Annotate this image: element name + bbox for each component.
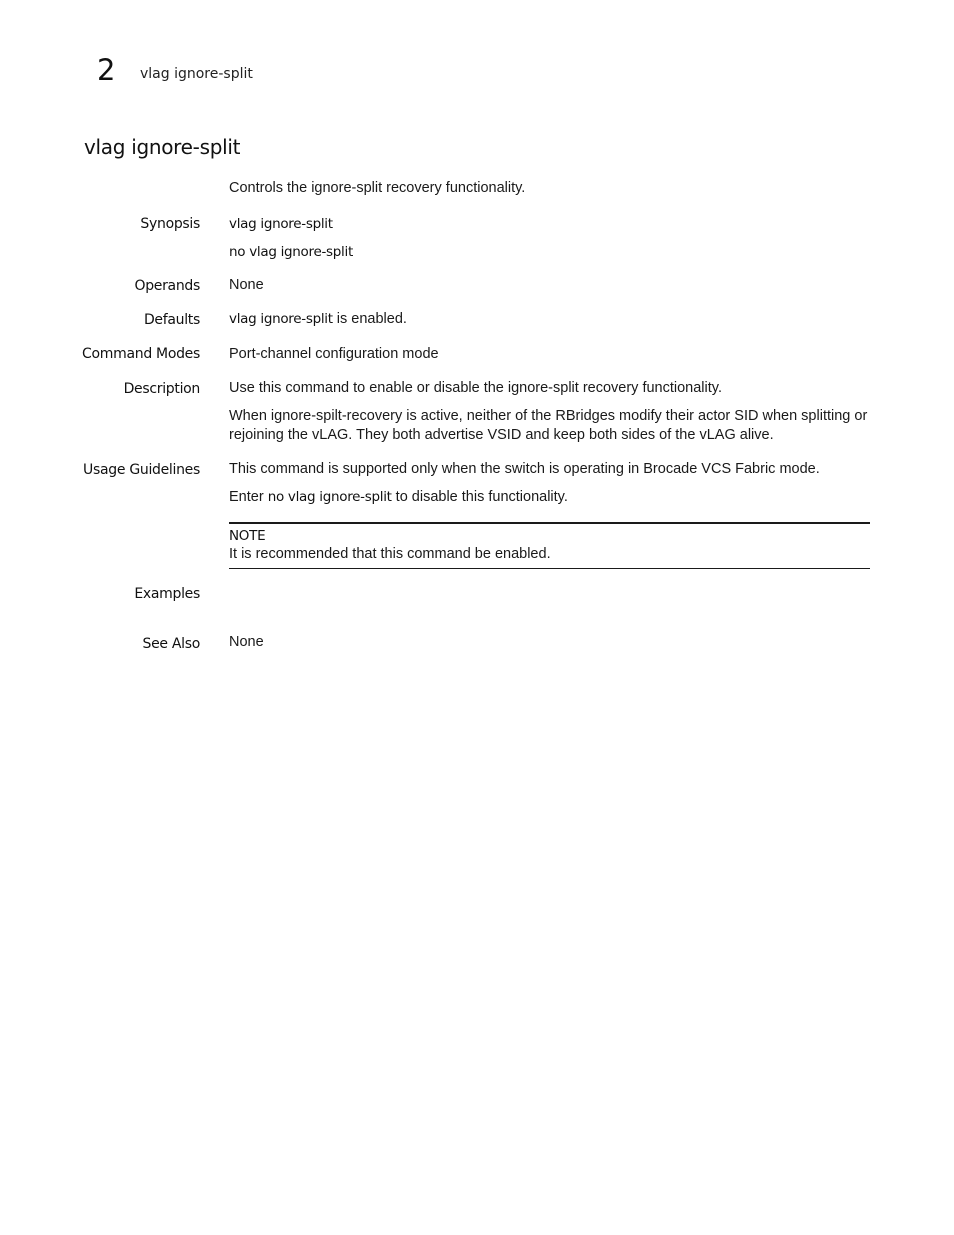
defaults-text <box>229 310 869 329</box>
usage-guidelines-label: Usage Guidelines <box>83 462 200 478</box>
note-box <box>229 522 870 569</box>
synopsis-line-2: no vlag ignore-split <box>229 244 353 260</box>
operands-text: None <box>229 277 264 293</box>
page-title: vlag ignore-split <box>84 135 241 159</box>
description-paragraph-1: Use this command to enable or disable the ignore-split recovery functionality. <box>229 380 722 396</box>
usage-guidelines-enter <box>229 488 869 507</box>
intro-text: Controls the ignore-split recovery functionality. <box>229 180 526 196</box>
defaults-label: Defaults <box>143 312 200 328</box>
enter-prefix: Enter <box>229 489 268 505</box>
command-modes-text: Port-channel configuration mode <box>229 346 439 362</box>
running-header-title: vlag ignore-split <box>140 66 253 82</box>
note-text: It is recommended that this command be enabled. <box>229 546 551 562</box>
command-modes-label: Command Modes <box>82 346 200 362</box>
usage-guidelines-paragraph: This command is supported only when the switch is operating in Brocade VCS Fabric mode. <box>229 461 820 477</box>
operands-label: Operands <box>134 278 200 294</box>
note-title: NOTE <box>229 528 266 544</box>
see-also-label: See Also <box>142 636 200 652</box>
description-paragraph-2: When ignore-spilt-recovery is active, neither of the RBridges modify their actor SID when splitting or rejoining the vLAG. They both advertise VSID and keep both sides of the vLAG alive. <box>229 408 868 443</box>
description-label: Description <box>123 381 200 397</box>
chapter-number: 2 <box>97 53 116 87</box>
enter-command: no vlag ignore-split <box>267 489 392 505</box>
see-also-text: None <box>229 634 264 650</box>
examples-label: Examples <box>134 586 200 602</box>
defaults-command: vlag ignore-split <box>229 311 333 327</box>
enter-suffix: to disable this functionality. <box>391 489 568 505</box>
synopsis-line-1: vlag ignore-split <box>229 216 333 232</box>
defaults-suffix: is enabled. <box>332 311 407 327</box>
synopsis-label: Synopsis <box>140 216 200 232</box>
